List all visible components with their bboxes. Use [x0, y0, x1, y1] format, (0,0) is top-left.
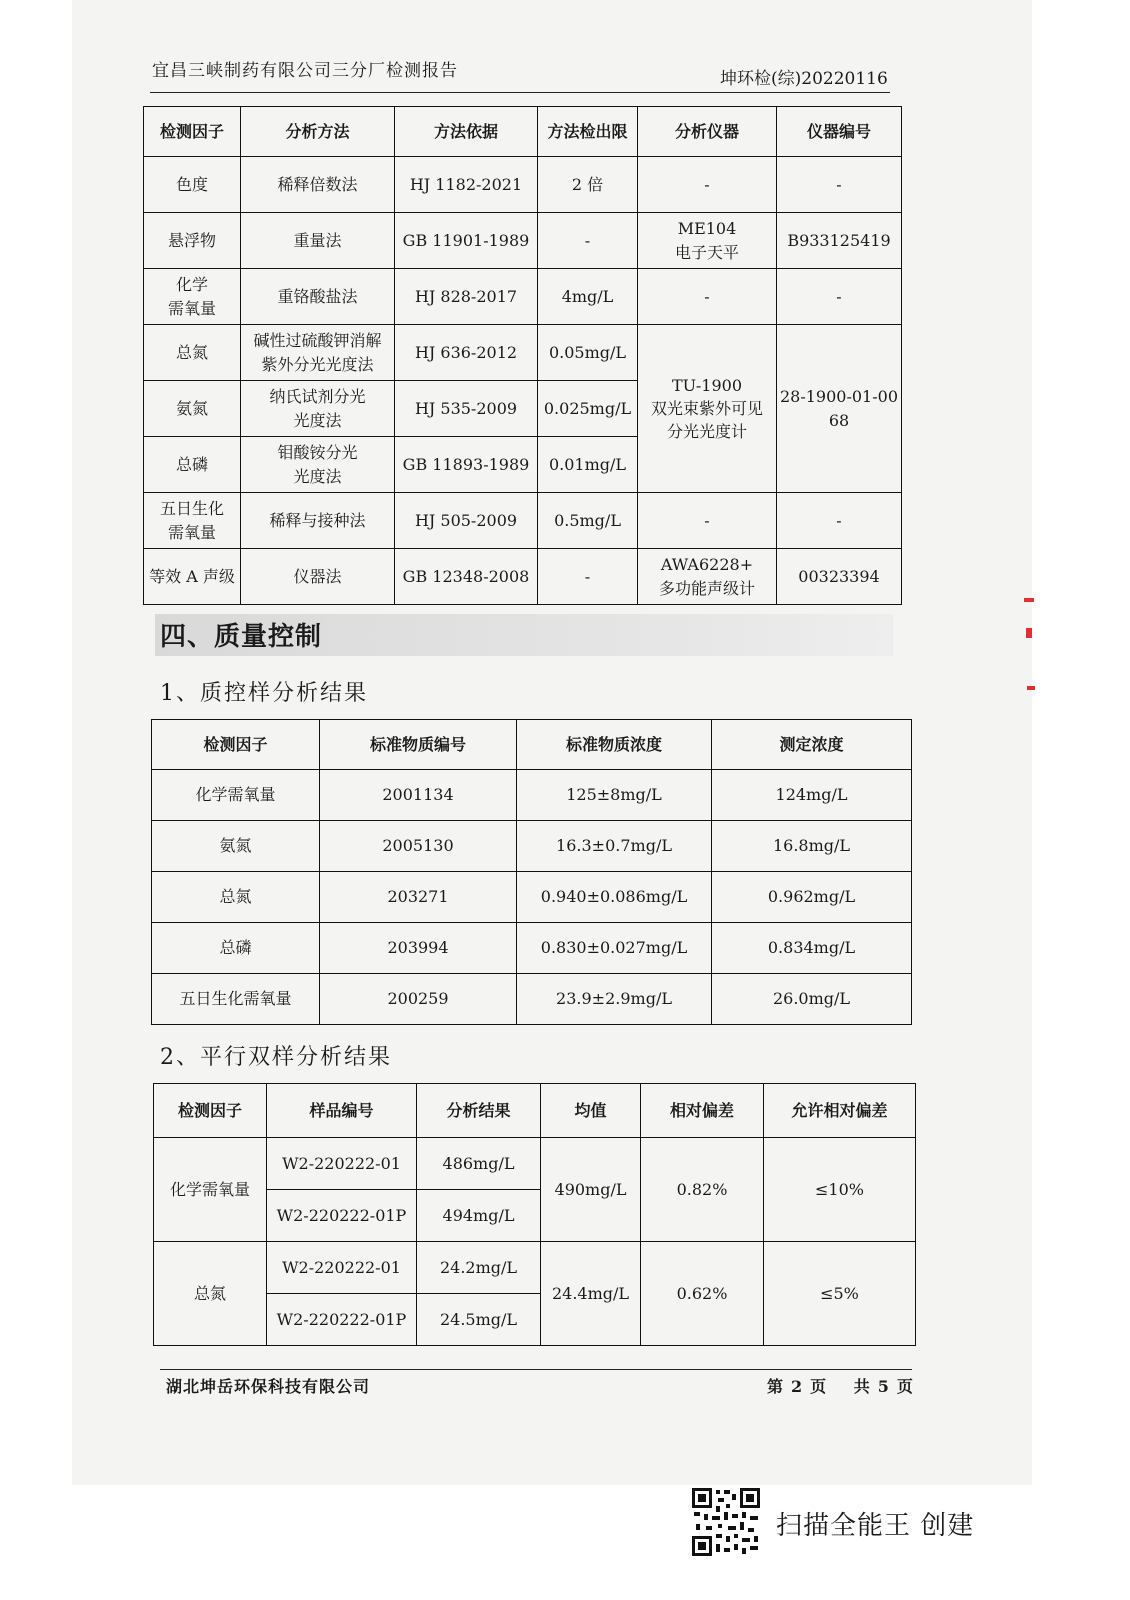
table-cell: 0.025mg/L — [538, 381, 638, 437]
table-cell: 24.2mg/L — [417, 1242, 541, 1294]
scan-mark — [1026, 628, 1032, 638]
table-cell: HJ 535-2009 — [395, 381, 538, 437]
table-cell: 色度 — [144, 157, 241, 213]
table-row — [152, 974, 912, 1025]
footer-rule — [160, 1369, 912, 1370]
table-row — [144, 549, 902, 605]
table-row — [144, 493, 902, 549]
table-cell: 重量法 — [241, 213, 395, 269]
table-cell: 总氮 — [152, 872, 320, 923]
col-header-rel-dev: 相对偏差 — [641, 1084, 764, 1138]
header-rule — [150, 92, 890, 93]
table-cell: B933125419 — [777, 213, 902, 269]
table-cell: 203271 — [320, 872, 517, 923]
page-prefix: 第 — [767, 1377, 784, 1396]
table-cell: 化学需氧量 — [154, 1138, 267, 1242]
table-header-row — [154, 1084, 916, 1138]
table-cell: 碱性过硫酸钾消解 紫外分光光度法 — [241, 325, 395, 381]
table-header-row — [144, 107, 902, 157]
col-header-instrument: 分析仪器 — [638, 107, 777, 157]
col-header-factor: 检测因子 — [144, 107, 241, 157]
table-cell: W2-220222-01 — [267, 1138, 417, 1190]
table-cell: 悬浮物 — [144, 213, 241, 269]
table-cell: 494mg/L — [417, 1190, 541, 1242]
footer-company: 湖北坤岳环保科技有限公司 — [166, 1377, 371, 1396]
col-header-basis: 方法依据 — [395, 107, 538, 157]
table-cell: 0.940±0.086mg/L — [517, 872, 712, 923]
table-cell: 124mg/L — [712, 770, 912, 821]
table-cell: HJ 636-2012 — [395, 325, 538, 381]
table-cell: 0.5mg/L — [538, 493, 638, 549]
table-cell: - — [777, 493, 902, 549]
table-row — [152, 872, 912, 923]
table-cell: 纳氏试剂分光 光度法 — [241, 381, 395, 437]
table-cell: - — [638, 157, 777, 213]
table-cell: 2 倍 — [538, 157, 638, 213]
table-header-row — [152, 720, 912, 770]
col-header-factor: 检测因子 — [152, 720, 320, 770]
scanner-watermark: 扫描全能王 创建 — [776, 1511, 975, 1541]
table-row — [144, 325, 902, 381]
duplicate-table — [153, 1083, 916, 1346]
table-row — [152, 923, 912, 974]
table-cell: 化学 需氧量 — [144, 269, 241, 325]
table-cell: 24.5mg/L — [417, 1294, 541, 1346]
table-cell: 203994 — [320, 923, 517, 974]
table-cell: 0.834mg/L — [712, 923, 912, 974]
table-row — [154, 1242, 916, 1294]
table-cell: 00323394 — [777, 549, 902, 605]
table-cell: 氨氮 — [152, 821, 320, 872]
page-number: 2 — [791, 1377, 803, 1396]
total-prefix: 共 — [853, 1377, 870, 1396]
table-cell: 重铬酸盐法 — [241, 269, 395, 325]
page-suffix: 页 — [896, 1377, 913, 1396]
total-pages: 5 — [877, 1377, 889, 1396]
table-cell: HJ 505-2009 — [395, 493, 538, 549]
col-header-allowed-dev: 允许相对偏差 — [764, 1084, 916, 1138]
table-cell: 总磷 — [144, 437, 241, 493]
table-cell: 0.01mg/L — [538, 437, 638, 493]
qr-code-icon — [690, 1486, 762, 1558]
scan-mark — [1024, 598, 1034, 602]
table-cell: 125±8mg/L — [517, 770, 712, 821]
table-cell: - — [777, 269, 902, 325]
table-cell: 16.3±0.7mg/L — [517, 821, 712, 872]
table-cell: 28-1900-01-00 68 — [777, 325, 902, 493]
col-header-factor: 检测因子 — [154, 1084, 267, 1138]
table-row — [144, 157, 902, 213]
table-cell: AWA6228+ 多功能声级计 — [638, 549, 777, 605]
col-header-sample-no: 样品编号 — [267, 1084, 417, 1138]
table-cell: HJ 1182-2021 — [395, 157, 538, 213]
table-cell: 0.05mg/L — [538, 325, 638, 381]
scan-mark — [1027, 686, 1035, 690]
table-cell: - — [538, 213, 638, 269]
table-cell: GB 11901-1989 — [395, 213, 538, 269]
table-cell: 0.830±0.027mg/L — [517, 923, 712, 974]
table-cell: 总氮 — [154, 1242, 267, 1346]
table-cell: 五日生化 需氧量 — [144, 493, 241, 549]
col-header-result: 分析结果 — [417, 1084, 541, 1138]
table-row — [154, 1138, 916, 1190]
table-cell: ME104 电子天平 — [638, 213, 777, 269]
table-cell: 氨氮 — [144, 381, 241, 437]
table-cell: ≤10% — [764, 1138, 916, 1242]
table-cell: 486mg/L — [417, 1138, 541, 1190]
table-cell: 总氮 — [144, 325, 241, 381]
table-cell: 稀释倍数法 — [241, 157, 395, 213]
table-cell: - — [538, 549, 638, 605]
table-cell: ≤5% — [764, 1242, 916, 1346]
subsection-title-qc: 1、质控样分析结果 — [160, 681, 368, 706]
table-cell: 稀释与接种法 — [241, 493, 395, 549]
table-cell: 2001134 — [320, 770, 517, 821]
table-cell: 200259 — [320, 974, 517, 1025]
table-cell: GB 12348-2008 — [395, 549, 538, 605]
col-header-mean: 均值 — [541, 1084, 641, 1138]
page-mid: 页 — [810, 1377, 827, 1396]
table-cell: 化学需氧量 — [152, 770, 320, 821]
table-row — [144, 213, 902, 269]
table-cell: 五日生化需氧量 — [152, 974, 320, 1025]
table-cell: 23.9±2.9mg/L — [517, 974, 712, 1025]
table-cell: HJ 828-2017 — [395, 269, 538, 325]
table-cell: 2005130 — [320, 821, 517, 872]
methods-table — [143, 106, 902, 605]
table-row — [152, 821, 912, 872]
section-title: 四、质量控制 — [160, 622, 323, 652]
table-cell: - — [638, 493, 777, 549]
table-cell: TU-1900 双光束紫外可见 分光光度计 — [638, 325, 777, 493]
col-header-measured: 测定浓度 — [712, 720, 912, 770]
table-row — [144, 269, 902, 325]
table-cell: - — [638, 269, 777, 325]
table-cell: 16.8mg/L — [712, 821, 912, 872]
col-header-std-conc: 标准物质浓度 — [517, 720, 712, 770]
table-cell: 24.4mg/L — [541, 1242, 641, 1346]
table-row — [152, 770, 912, 821]
table-cell: 0.962mg/L — [712, 872, 912, 923]
report-title: 宜昌三峡制药有限公司三分厂检测报告 — [152, 61, 458, 81]
col-header-instrument-no: 仪器编号 — [777, 107, 902, 157]
col-header-method: 分析方法 — [241, 107, 395, 157]
table-cell: 4mg/L — [538, 269, 638, 325]
table-cell: W2-220222-01P — [267, 1294, 417, 1346]
subsection-title-duplicate: 2、平行双样分析结果 — [160, 1045, 392, 1070]
table-cell: GB 11893-1989 — [395, 437, 538, 493]
table-cell: 490mg/L — [541, 1138, 641, 1242]
qc-table — [151, 719, 912, 1025]
table-cell: W2-220222-01 — [267, 1242, 417, 1294]
table-cell: 0.62% — [641, 1242, 764, 1346]
table-cell: 等效 A 声级 — [144, 549, 241, 605]
table-cell: 26.0mg/L — [712, 974, 912, 1025]
col-header-std-no: 标准物质编号 — [320, 720, 517, 770]
table-cell: 仪器法 — [241, 549, 395, 605]
table-cell: 总磷 — [152, 923, 320, 974]
col-header-detection-limit: 方法检出限 — [538, 107, 638, 157]
table-cell: 钼酸铵分光 光度法 — [241, 437, 395, 493]
table-cell: - — [777, 157, 902, 213]
table-cell: W2-220222-01P — [267, 1190, 417, 1242]
report-number: 坤环检(综)20220116 — [720, 69, 888, 89]
table-cell: 0.82% — [641, 1138, 764, 1242]
page-indicator — [763, 1374, 917, 1397]
